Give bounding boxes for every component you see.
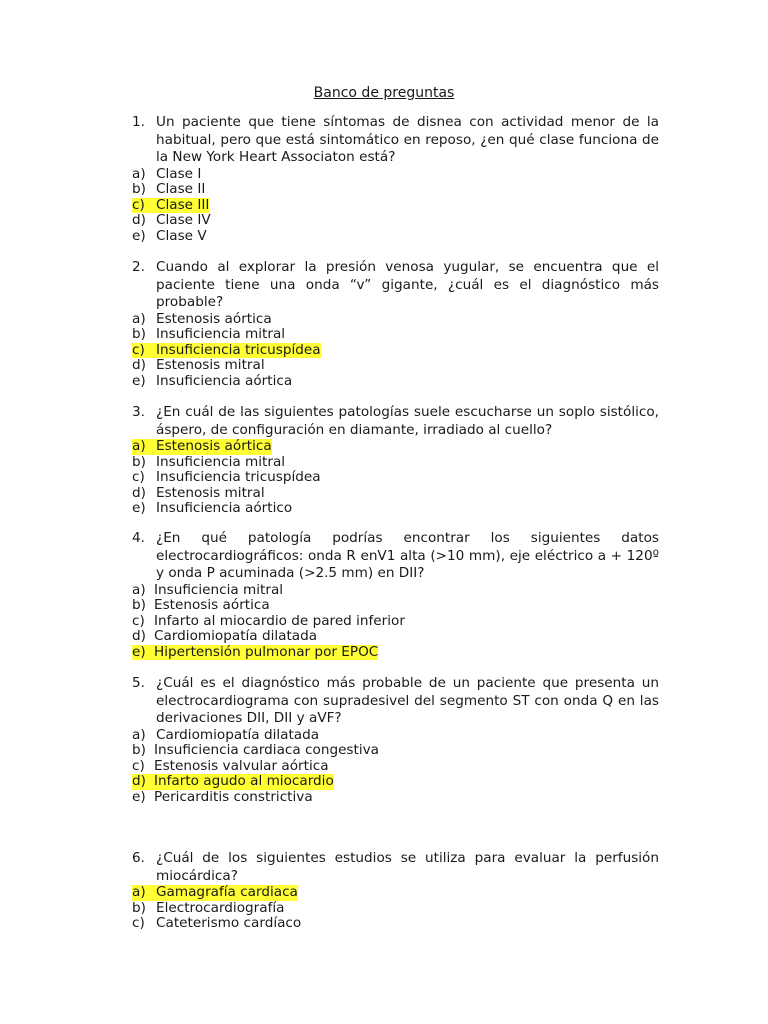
- option-text: Infarto al miocardio de pared inferior: [154, 612, 405, 629]
- option-list: [132, 312, 659, 390]
- option-a: [132, 728, 659, 744]
- option-text: Insuficiencia mitral: [154, 581, 284, 598]
- option-a: [132, 167, 659, 183]
- option-c: [132, 759, 659, 775]
- option-b: [132, 455, 659, 471]
- option-letter: a): [132, 439, 158, 455]
- question-4: [132, 530, 659, 660]
- option-e: [132, 790, 659, 806]
- option-text: Pericarditis constrictiva: [154, 788, 313, 805]
- option-letter: c): [132, 757, 145, 774]
- question-stem: [132, 675, 659, 728]
- option-letter: e): [132, 500, 146, 517]
- option-d: [132, 486, 659, 502]
- option-text: Clase V: [156, 227, 207, 244]
- option-text: Clase II: [156, 181, 206, 198]
- question-2: [132, 259, 659, 389]
- option-a-highlighted: [132, 439, 659, 455]
- option-a-highlighted: [132, 885, 659, 901]
- option-d: [132, 213, 659, 229]
- option-text: Cardiomiopatía dilatada: [156, 726, 320, 743]
- option-letter: d): [132, 484, 146, 501]
- question-number: 5.: [132, 675, 145, 691]
- option-list: [132, 885, 659, 932]
- option-d-highlighted: [132, 774, 659, 790]
- option-text: Estenosis aórtica: [154, 597, 270, 614]
- option-letter: c): [132, 343, 157, 359]
- option-text: Insuficiencia aórtica: [156, 372, 293, 389]
- option-letter: b): [132, 181, 146, 198]
- option-text: Estenosis aórtica: [156, 310, 272, 327]
- option-e: [132, 229, 659, 245]
- option-text: Clase IV: [156, 212, 211, 229]
- option-a: [132, 583, 659, 599]
- question-stem: [132, 114, 659, 167]
- option-letter: d): [132, 628, 146, 645]
- option-text: Insuficiencia cardiaca congestiva: [154, 742, 379, 759]
- option-c: [132, 470, 659, 486]
- question-number: 2.: [132, 259, 145, 275]
- option-text: Estenosis mitral: [156, 484, 265, 501]
- question-number: 6.: [132, 850, 145, 866]
- question-text: ¿En cuál de las siguientes patologías suele escucharse un soplo sistólico, áspero, de configuración en diamante, irradiado al cuello?: [156, 404, 659, 438]
- option-letter: b): [132, 742, 146, 759]
- document-title: Banco de preguntas: [313, 85, 455, 101]
- option-text: Clase III: [156, 196, 210, 213]
- option-text: Cateterismo cardíaco: [156, 915, 302, 932]
- option-letter: d): [132, 212, 146, 229]
- option-text: Clase I: [156, 165, 202, 182]
- option-d: [132, 358, 659, 374]
- question-5: [132, 675, 659, 805]
- option-letter: c): [132, 198, 157, 214]
- option-letter: a): [132, 885, 158, 901]
- option-text: Insuficiencia mitral: [156, 326, 286, 343]
- option-d: [132, 629, 659, 645]
- option-letter: a): [132, 310, 146, 327]
- option-e: [132, 501, 659, 517]
- option-text: Insuficiencia aórtico: [156, 500, 293, 517]
- question-text: Un paciente que tiene síntomas de disnea con actividad menor de la habitual, pero que está sintomático en reposo, ¿en qué clase funciona de la New York Heart Associaton está?: [156, 114, 659, 165]
- option-b: [132, 598, 659, 614]
- option-b: [132, 743, 659, 759]
- option-letter: a): [132, 581, 146, 598]
- option-letter: c): [132, 915, 145, 932]
- option-c-highlighted: [132, 343, 659, 359]
- option-letter: b): [132, 453, 146, 470]
- question-number: 4.: [132, 530, 145, 546]
- option-text: Estenosis aórtica: [156, 438, 272, 454]
- option-letter: b): [132, 899, 146, 916]
- option-list: [132, 583, 659, 661]
- question-text: Cuando al explorar la presión venosa yugular, se encuentra que el paciente tiene una onda “v” gigante, ¿cuál es el diagnóstico más probable?: [156, 259, 659, 310]
- option-text: Electrocardiografía: [156, 899, 285, 916]
- option-b: [132, 327, 659, 343]
- option-b: [132, 901, 659, 917]
- option-text: Estenosis valvular aórtica: [154, 757, 329, 774]
- option-letter: a): [132, 165, 146, 182]
- question-stem: [132, 259, 659, 312]
- option-text: Estenosis mitral: [156, 357, 265, 374]
- question-stem: [132, 850, 659, 885]
- option-c: [132, 614, 659, 630]
- question-text: ¿Cuál de los siguientes estudios se utiliza para evaluar la perfusión miocárdica?: [156, 850, 659, 884]
- question-number: 3.: [132, 404, 145, 420]
- option-text: Gamagrafía cardiaca: [156, 884, 298, 900]
- question-text: ¿En qué patología podrías encontrar los siguientes datos electrocardiográficos: onda R enV1 alta (>10 mm), eje eléctrico a + 120º y onda P acuminada (>2.5 mm) en DII?: [156, 530, 659, 581]
- option-list: [132, 167, 659, 245]
- option-text: Insuficiencia tricuspídea: [156, 469, 321, 486]
- option-text: Cardiomiopatía dilatada: [154, 628, 318, 645]
- option-b: [132, 182, 659, 198]
- option-list: [132, 728, 659, 806]
- option-letter: d): [132, 357, 146, 374]
- option-letter: e): [132, 645, 158, 661]
- option-text: Insuficiencia tricuspídea: [156, 341, 321, 358]
- option-c: [132, 916, 659, 932]
- question-number: 1.: [132, 114, 145, 130]
- question-text: ¿Cuál es el diagnóstico más probable de un paciente que presenta un electrocardiograma con supradesivel del segmento ST con onda Q en las derivaciones DII, DII y aVF?: [156, 675, 659, 726]
- option-letter: b): [132, 326, 146, 343]
- question-stem: [132, 404, 659, 439]
- option-letter: c): [132, 469, 145, 486]
- option-letter: e): [132, 372, 146, 389]
- option-letter: d): [132, 774, 158, 790]
- question-6: [132, 850, 659, 932]
- option-letter: e): [132, 227, 146, 244]
- option-a: [132, 312, 659, 328]
- option-text: Infarto agudo al miocardio: [154, 773, 334, 790]
- option-letter: e): [132, 788, 146, 805]
- option-letter: b): [132, 597, 146, 614]
- option-text: Insuficiencia mitral: [156, 453, 286, 470]
- option-letter: a): [132, 726, 146, 743]
- option-e: [132, 374, 659, 390]
- option-letter: c): [132, 612, 145, 629]
- option-text: Hipertensión pulmonar por EPOC: [154, 643, 379, 660]
- question-1: [132, 114, 659, 244]
- option-e-highlighted: [132, 645, 659, 661]
- question-3: [132, 404, 659, 517]
- option-c-highlighted: [132, 198, 659, 214]
- question-stem: [132, 530, 659, 583]
- option-list: [132, 439, 659, 517]
